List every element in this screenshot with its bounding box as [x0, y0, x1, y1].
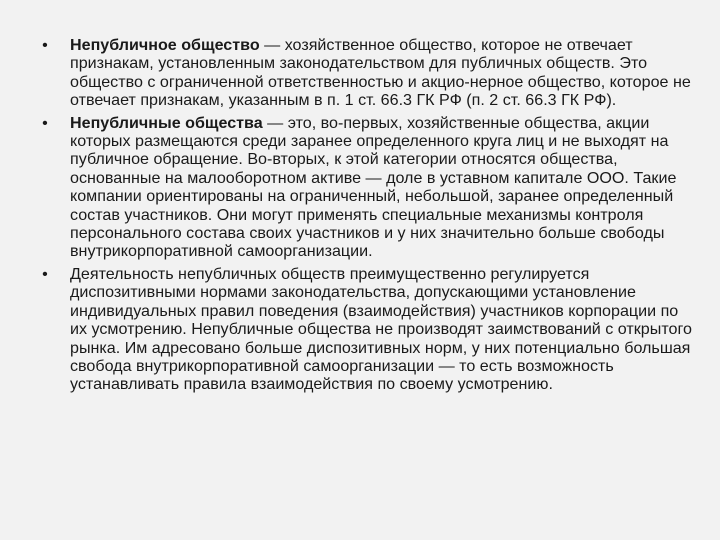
bullet-text: — это, во-первых, хозяйственные общества, акции которых размещаются среди заранее определенного круга лиц и не выходят на публичное обращение. Во-вторых, к этой категории относятся общества, основанные на малооборотном активе — доле в уставном капитале ООО. Такие компании ориентированы на ограниченный, небольшой, заранее определенный состав участников. Они могут применять специальные механизмы контроля персонального состава своих участников и у них значительно больше свободы внутрикорпоративной самоорганизации.: [70, 113, 677, 261]
bullet-text: — хозяйственное общество, которое не отвечает признакам, установленным законодательством для публичных обществ. Это общество с ограниченной ответственностью и акцио-нерное общество, которое не отвечает признакам, указанным в п. 1 ст. 66.3 ГК РФ (п. 2 ст. 66.3 ГК РФ).: [70, 36, 691, 110]
bullet-marker: •: [42, 264, 48, 283]
bullet-term: Непубличное общество: [70, 36, 260, 54]
bullet-item-activity: [38, 265, 698, 394]
bullet-marker: •: [42, 113, 48, 132]
bullet-list: [38, 36, 698, 394]
bullet-term: Непубличные общества: [70, 113, 263, 132]
bullet-item-nonpublic-companies: [38, 114, 698, 261]
bullet-item-nonpublic-company: [38, 36, 698, 110]
bullet-marker: •: [42, 36, 48, 54]
bullet-text: Деятельность непубличных обществ преимущественно регулируется диспозитивными нормами законодательства, допускающими установление индивидуальных правил поведения (взаимодействия) участников корпорации по их усмотрению. Непубличные общества не производят заимствований с открытого рынка. Им адресовано больше диспозитивных норм, у них потенциально большая свобода внутрикорпоративной самоорганизации — то есть возможность устанавливать правила взаимодействия по своему усмотрению.: [70, 264, 692, 394]
